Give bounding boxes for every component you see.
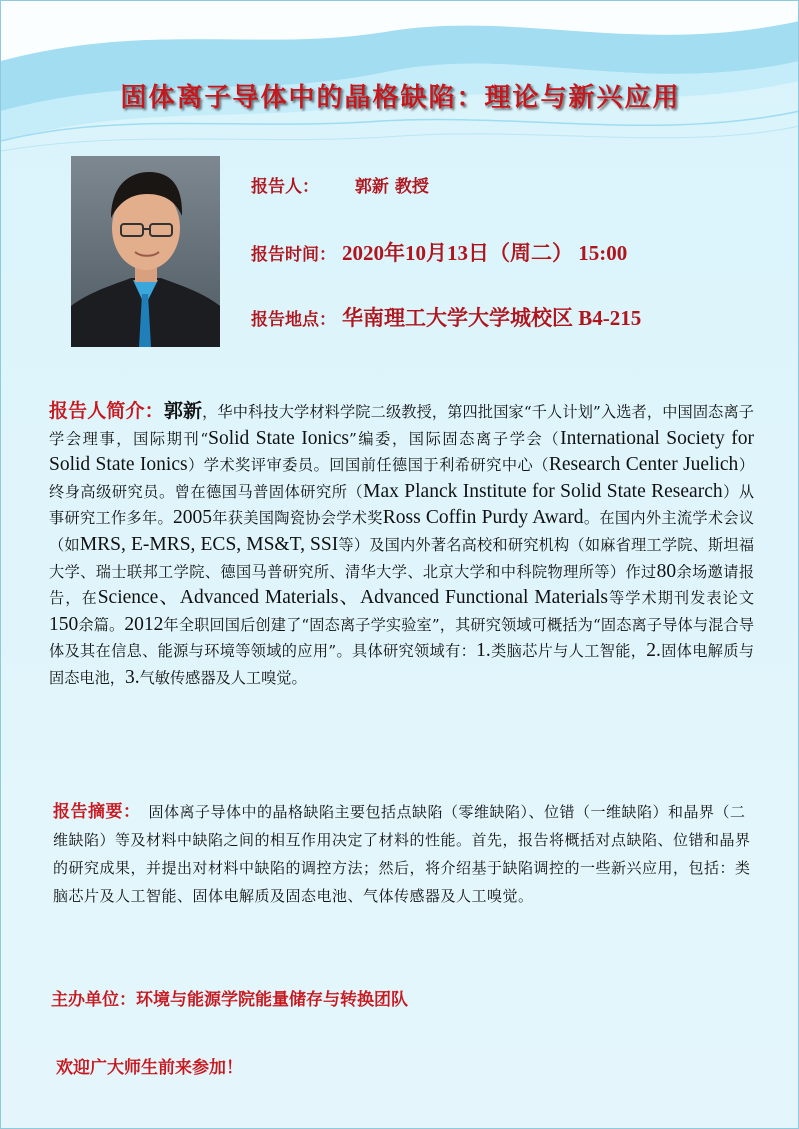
bio-name: 郭新: [163, 400, 203, 422]
bio-text: 2012: [124, 613, 164, 635]
bio-text: 。在国内外主流学术会议（如: [49, 509, 755, 554]
bio-text: 类脑芯片与人工智能，: [490, 642, 647, 661]
bio-text: 80: [656, 560, 677, 582]
time-label: 报告时间：: [251, 245, 336, 265]
bio-text: 年获美国陶瓷协会学术奖: [211, 509, 383, 528]
speaker-line: [251, 172, 429, 197]
bio-text: International Society for Solid State Ionics: [49, 427, 754, 476]
time-line: [251, 237, 627, 267]
bio-text: 年全职回国后创建了“固态离子学实验室”，其研究领域可概括为“固态离子导体与混合导体及其在信息、能源与环境等领域的应用”。具体研究领域有：: [49, 615, 755, 661]
talk-abstract: [53, 798, 758, 910]
bio-text: 3.: [124, 666, 140, 688]
bio-text: 150: [49, 613, 79, 635]
location-label: 报告地点：: [251, 310, 336, 330]
bio-text: ”编委，国际固态离子学会（: [348, 429, 561, 448]
poster-title: 固体离子导体中的晶格缺陷：理论与新兴应用: [120, 83, 681, 113]
bio-text: 2.: [646, 640, 661, 662]
speaker-photo: [71, 156, 220, 347]
bio-text: ，华中科技大学材料学院二级教授，第四批国家“千人计划”入选者，中国固态离子学会理事，国际期刊“: [49, 403, 754, 448]
bio-text: Research Center Juelich: [548, 454, 739, 476]
bio-text: Science、Advanced Materials、Advanced Functional Materials: [97, 587, 608, 609]
bio-text: 等学术期刊发表论文: [608, 589, 755, 608]
bio-text: ）学术奖评审委员。回国前任德国于利希研究中心（: [187, 456, 549, 475]
abstract-heading: 报告摘要：: [53, 802, 141, 822]
speaker-value: 郭新 教授: [354, 177, 429, 197]
bio-text: 余篇。: [78, 615, 125, 634]
bio-text: ）终身高级研究员。曾在德国马普固体研究所（: [49, 456, 754, 501]
bio-text: Ross Coffin Purdy Award: [382, 507, 584, 529]
bio-text: 2005: [172, 507, 212, 529]
bio-text: 固体电解质与固态电池，: [49, 642, 755, 687]
speaker-portrait-icon: [71, 156, 220, 347]
bio-text: 气敏传感器及人工嗅觉。: [139, 668, 307, 687]
bio-text: 余场邀请报告，在: [49, 562, 755, 608]
speaker-bio: [49, 399, 754, 692]
welcome-message: 欢迎广大师生前来参加！: [56, 1058, 243, 1078]
location-value: 华南理工大学大学城校区 B4-215: [342, 306, 642, 330]
bio-text: Max Planck Institute for Solid State Research: [363, 480, 723, 502]
host-organizer: 主办单位：环境与能源学院能量储存与转换团队: [51, 990, 408, 1010]
bio-text: MRS, E-MRS, ECS, MS&T, SSI: [79, 533, 339, 555]
bio-text: 等）及国内外著名高校和研究机构（如麻省理工学院、斯坦福大学、瑞士联邦工学院、德国马普研究所、清华大学、北京大学和中科院物理所等）作过: [49, 535, 755, 581]
bio-text: ）从事研究工作多年。: [49, 482, 755, 528]
bio-text: Solid State Ionics: [208, 427, 349, 449]
time-value: 2020年10月13日（周二） 15:00: [342, 241, 628, 265]
bio-text: 1.: [476, 640, 491, 662]
bio-heading: 报告人简介：: [49, 400, 164, 422]
location-line: [251, 302, 641, 332]
abstract-text: 固体离子导体中的晶格缺陷主要包括点缺陷（零维缺陷）、位错（一维缺陷）和晶界（二维缺陷）等及材料中缺陷之间的相互作用决定了材料的性能。首先，报告将概括对点缺陷、位错和晶界的研究成果，并提出对材料中缺陷的调控方法；然后，将介绍基于缺陷调控的一些新兴应用，包括：类脑芯片及人工智能、固体电解质及固态电池、气体传感器及人工嗅觉。: [53, 803, 751, 905]
speaker-label: 报告人：: [251, 177, 319, 197]
